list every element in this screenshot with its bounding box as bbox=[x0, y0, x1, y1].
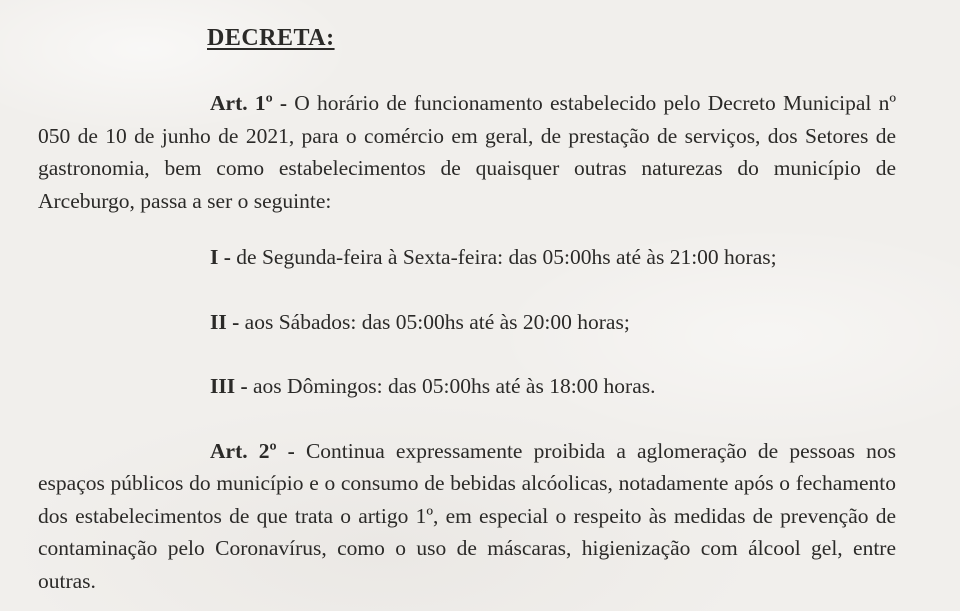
article-1-body: O horário de funcionamento estabelecido pelo Decreto Municipal nº 050 de 10 de junho de 2021, para o comércio em geral, de prestação de serviços, dos Setores de gastronomia, bem como estabelecimentos de quaisquer outras naturezas do município de Arceburgo, passa a ser o seguinte: bbox=[38, 91, 896, 213]
article-1-item-3-text: aos Dômingos: das 05:00hs até às 18:00 horas. bbox=[253, 374, 656, 398]
article-1-item-1-label: I - bbox=[210, 245, 231, 269]
article-1-item-2-text: aos Sábados: das 05:00hs até às 20:00 horas; bbox=[244, 309, 630, 334]
article-1-paragraph bbox=[38, 87, 896, 217]
decree-heading: DECRETA: bbox=[207, 25, 335, 51]
article-1-label: Art. 1º - bbox=[210, 91, 288, 115]
article-2-label: Art. 2º - bbox=[210, 438, 295, 463]
article-2-paragraph bbox=[38, 435, 896, 598]
article-1-items bbox=[38, 241, 896, 403]
article-1-item-3 bbox=[210, 370, 896, 403]
article-1-item-2 bbox=[210, 306, 896, 339]
article-1-item-3-label: III - bbox=[210, 374, 248, 398]
article-1-item-2-label: II - bbox=[210, 309, 240, 334]
article-1-item-1-text: de Segunda-feira à Sexta-feira: das 05:00hs até às 21:00 horas; bbox=[236, 245, 777, 269]
article-2-body: Continua expressamente proibida a aglomeração de pessoas nos espaços públicos do município e o consumo de bebidas alcóolicas, notadamente após o fechamento dos estabelecimentos de que trata o artigo 1º, em especial o respeito às medidas de prevenção de contaminação pelo Coronavírus, como o uso de máscaras, higienização com álcool gel, entre outras. bbox=[38, 438, 896, 593]
article-1-item-1 bbox=[210, 241, 896, 274]
